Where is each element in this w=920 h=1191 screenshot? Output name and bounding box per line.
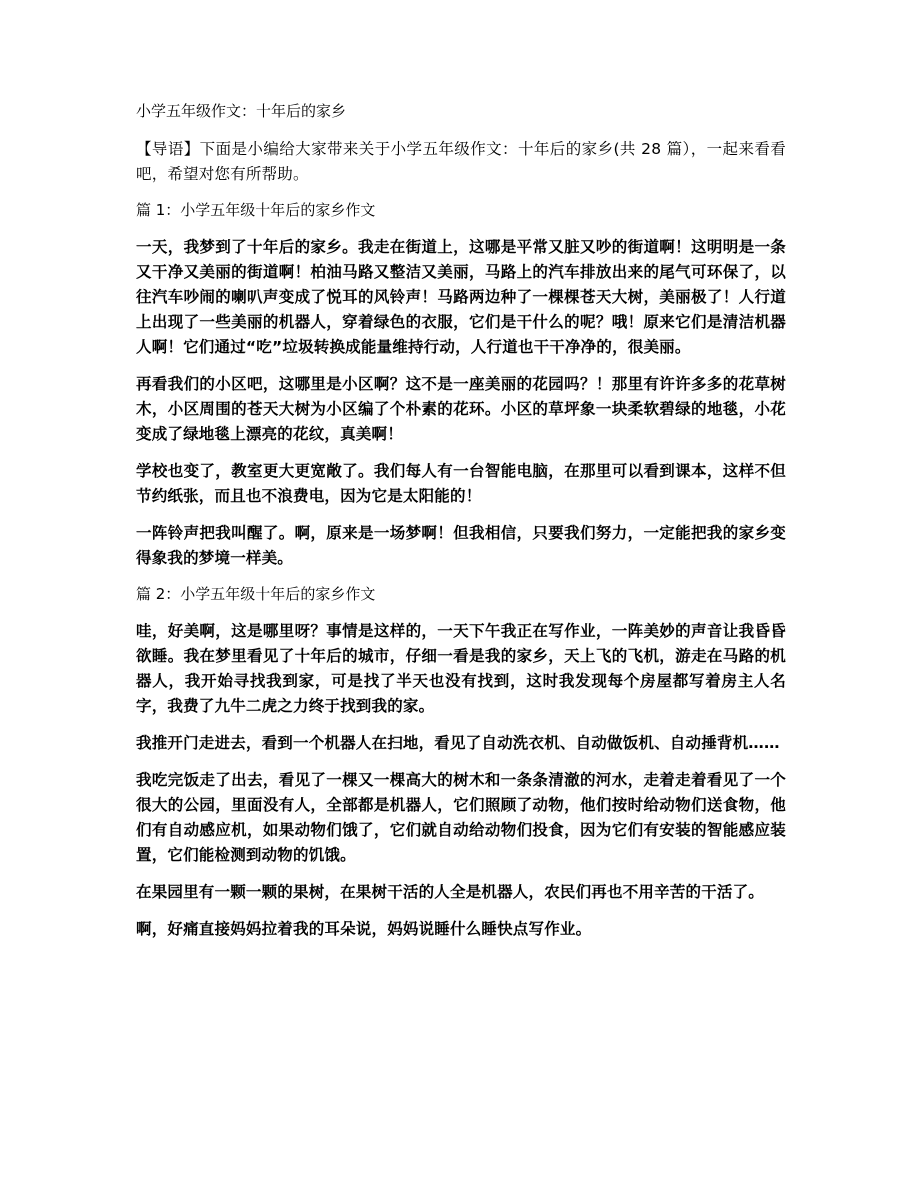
paragraph: 我推开门走进去，看到一个机器人在扫地，看见了自动洗衣机、自动做饭机、自动捶背机…… [136, 734, 780, 752]
paragraph: 学校也变了，教室更大更宽敞了。我们每人有一台智能电脑，在那里可以看到课本，这样不但节约纸张，而且也不浪费电，因为它是太阳能的！ [136, 462, 786, 505]
section-heading: 篇 2：小学五年级十年后的家乡作文 [136, 585, 376, 603]
paragraph: 在果园里有一颗一颗的果树，在果树干活的人全是机器人，农民们再也不用辛苦的干活了。 [136, 883, 765, 901]
section-heading: 篇 1：小学五年级十年后的家乡作文 [136, 201, 376, 219]
paragraph: 哇，好美啊，这是哪里呀？事情是这样的，一天下午我正在写作业，一阵美妙的声音让我昏昏欲睡。我在梦里看见了十年后的城市，仔细一看是我的家乡，天上飞的飞机，游走在马路的机器人，我开始寻找我到家，可是找了半天也没有找到，这时我发现每个房屋都写着房主人名字，我费了九牛二虎之力终于找到我的家。 [136, 622, 786, 715]
document-title: 小学五年级作文：十年后的家乡 [136, 102, 347, 120]
intro-paragraph: 【导语】下面是小编给大家带来关于小学五年级作文：十年后的家乡(共 28 篇），一起来看看吧，希望对您有所帮助。 [136, 140, 786, 183]
section-1 [136, 199, 786, 571]
paragraph: 啊，好痛直接妈妈拉着我的耳朵说，妈妈说睡什么睡快点写作业。 [136, 920, 592, 938]
paragraph: 再看我们的小区吧，这哪里是小区啊？这不是一座美丽的花园吗？！那里有许许多多的花草树木，小区周围的苍天大树为小区编了个朴素的花环。小区的草坪象一块柔软碧绿的地毯，小花变成了绿地毯上漂亮的花纹，真美啊！ [136, 375, 786, 443]
paragraph: 一天，我梦到了十年后的家乡。我走在街道上，这哪是平常又脏又吵的街道啊！这明明是一条又干净又美丽的街道啊！柏油马路又整洁又美丽，马路上的汽车排放出来的尾气可环保了，以往汽车吵闹的喇叭声变成了悦耳的风铃声！马路两边种了一棵棵苍天大树，美丽极了！人行道上出现了一些美丽的机器人，穿着绿色的衣服，它们是干什么的呢？哦！原来它们是清洁机器人啊！它们通过“吃”垃圾转换成能量维持行动，人行道也干干净净的，很美丽。 [136, 238, 786, 356]
paragraph: 一阵铃声把我叫醒了。啊，原来是一场梦啊！但我相信，只要我们努力，一定能把我的家乡变得象我的梦境一样美。 [136, 524, 786, 567]
section-2 [136, 583, 786, 942]
document-page [136, 100, 786, 954]
paragraph: 我吃完饭走了出去，看见了一棵又一棵高大的树木和一条条清澈的河水，走着走着看见了一个很大的公园，里面没有人，全部都是机器人，它们照顾了动物，他们按时给动物们送食物，他们有自动感应机，如果动物们饿了，它们就自动给动物们投食，因为它们有安装的智能感应装置，它们能检测到动物的饥饿。 [136, 771, 786, 864]
